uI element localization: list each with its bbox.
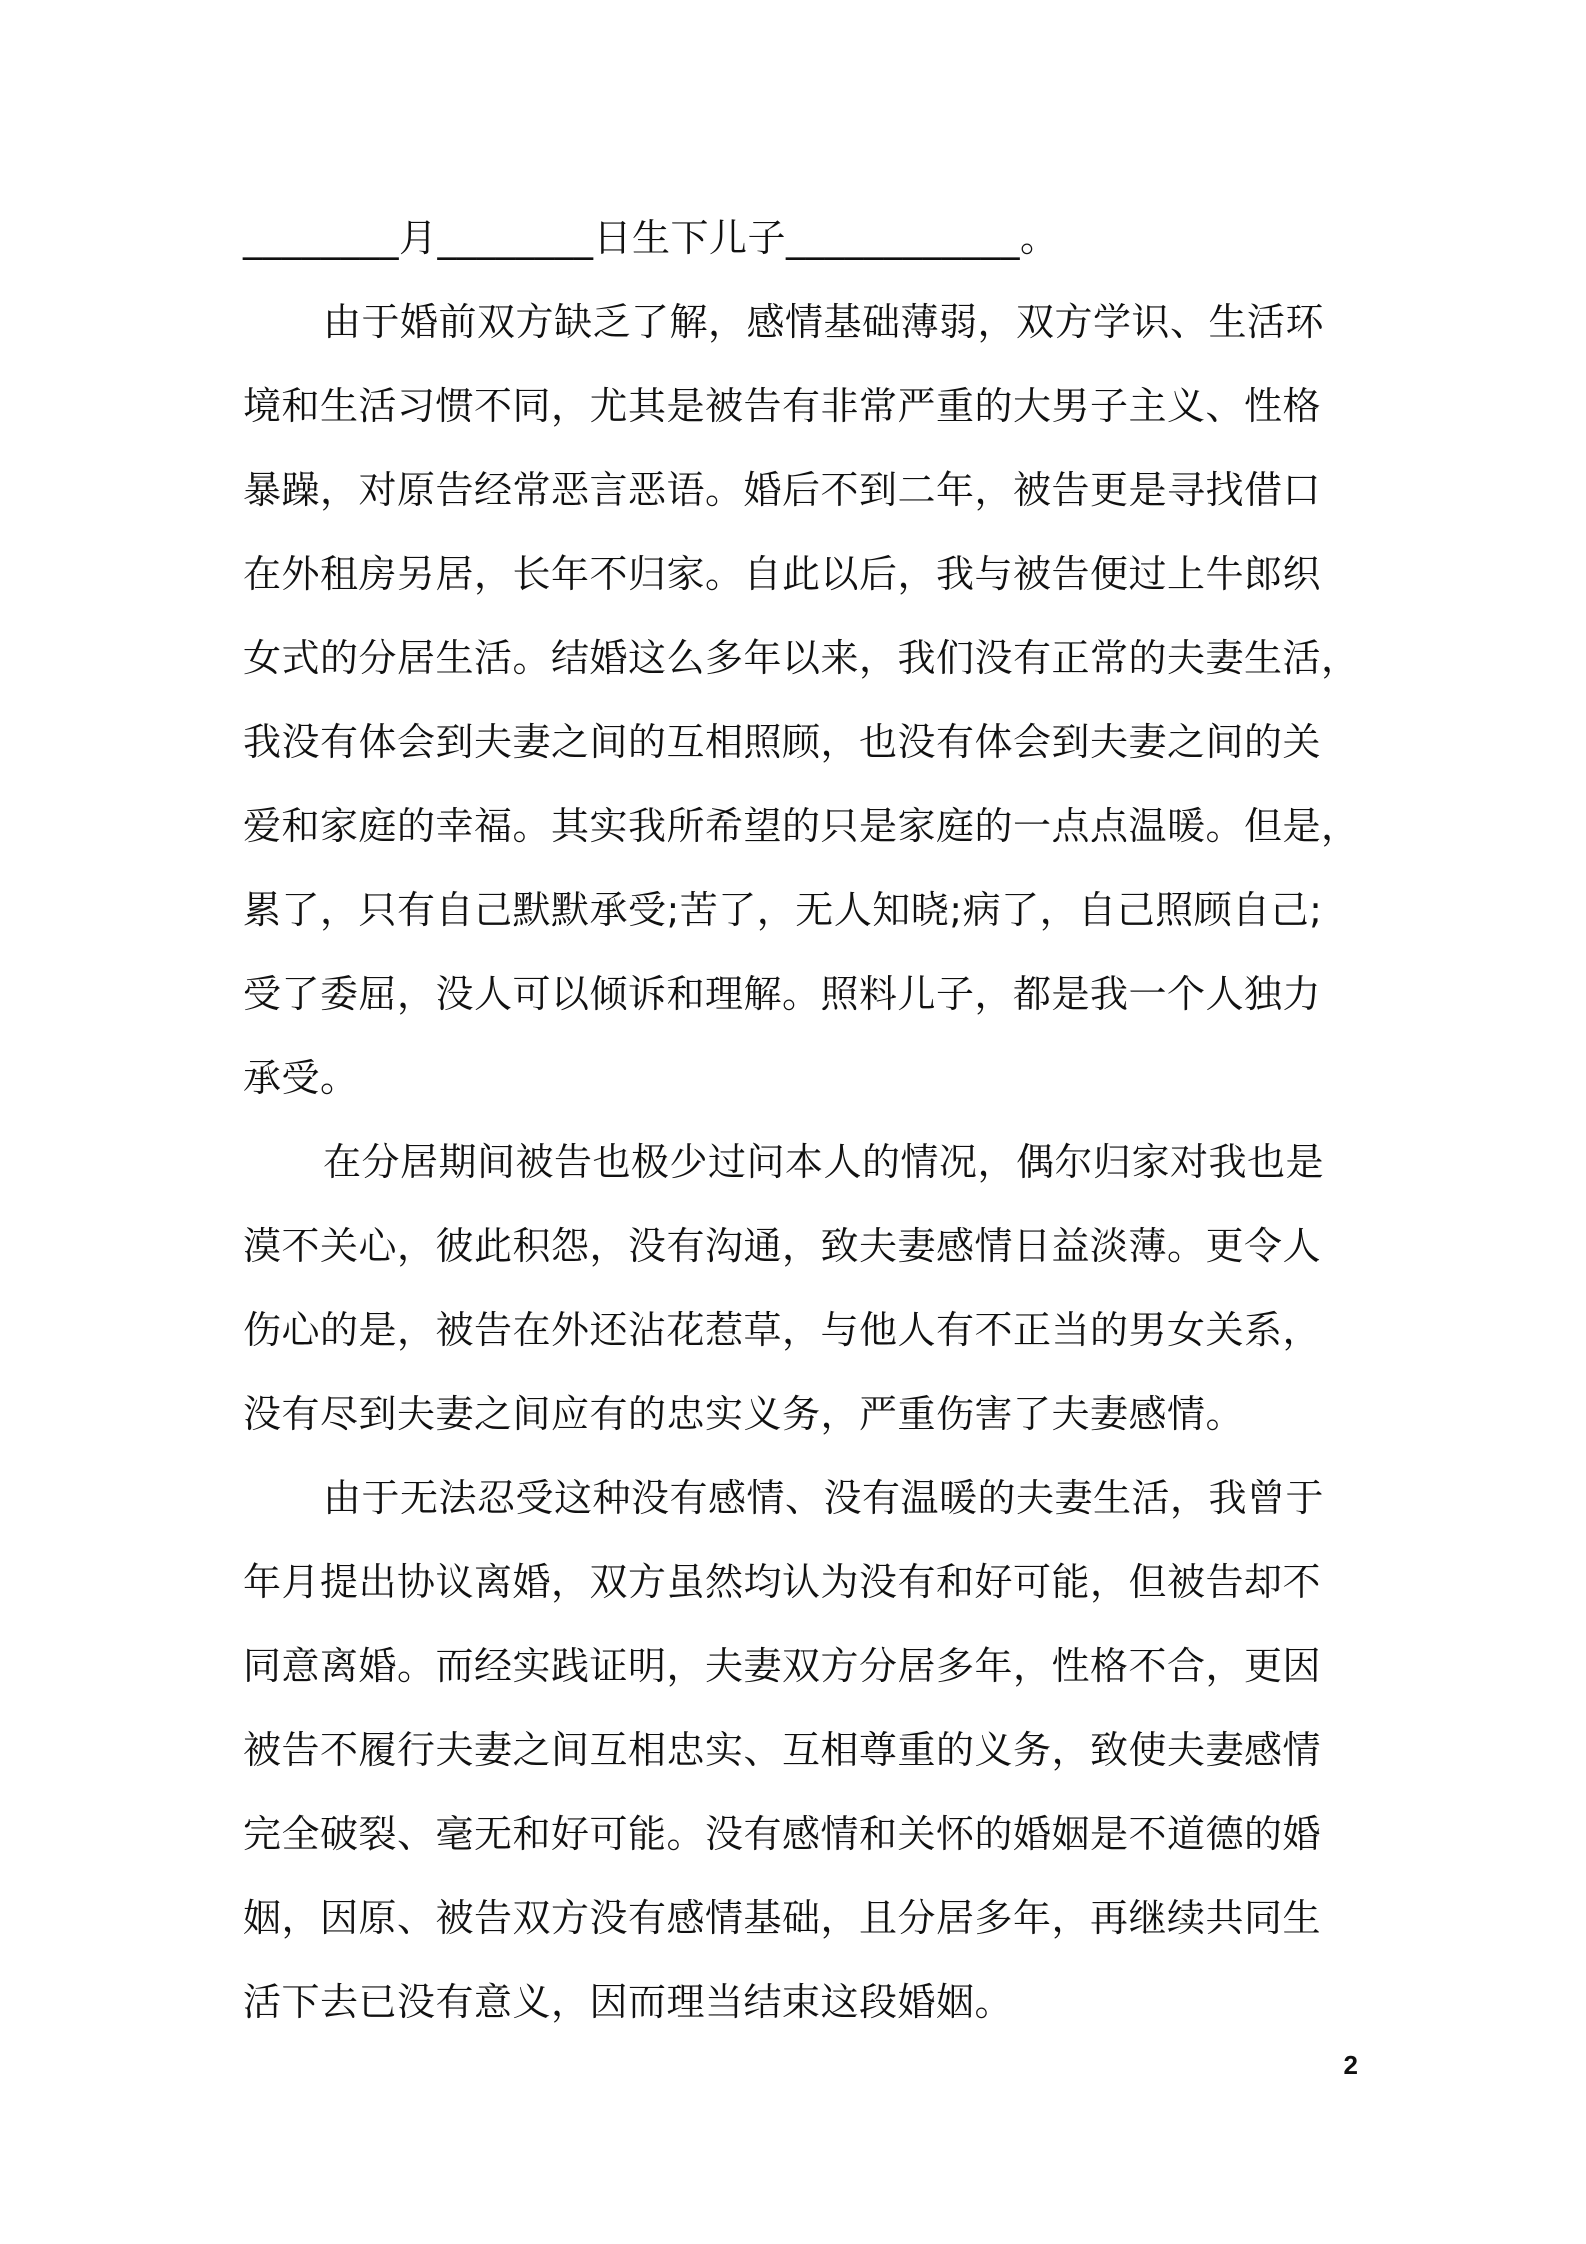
text-line: 被告不履行夫妻之间互相忠实、互相尊重的义务，致使夫妻感情 bbox=[243, 1728, 1322, 1772]
text-line: 完全破裂、毫无和好可能。没有感情和关怀的婚姻是不道德的婚 bbox=[243, 1812, 1322, 1856]
text-line: 承受。 bbox=[243, 1056, 359, 1100]
text-line: ________月________日生下儿子____________。 bbox=[243, 216, 1059, 260]
text-line: 暴躁，对原告经常恶言恶语。婚后不到二年，被告更是寻找借口 bbox=[243, 468, 1322, 512]
text-line: 在分居期间被告也极少过问本人的情况，偶尔归家对我也是 bbox=[323, 1140, 1325, 1184]
text-line: 漠不关心，彼此积怨，没有沟通，致夫妻感情日益淡薄。更令人 bbox=[243, 1224, 1322, 1268]
text-line: 累了，只有自己默默承受;苦了，无人知晓;病了，自己照顾自己; bbox=[243, 888, 1323, 932]
text-line: 由于婚前双方缺乏了解，感情基础薄弱，双方学识、生活环 bbox=[323, 300, 1325, 344]
text-line: 受了委屈，没人可以倾诉和理解。照料儿子，都是我一个人独力 bbox=[243, 972, 1322, 1016]
text-line: 姻，因原、被告双方没有感情基础，且分居多年，再继续共同生 bbox=[243, 1896, 1322, 1940]
text-line: 活下去已没有意义，因而理当结束这段婚姻。 bbox=[243, 1980, 1014, 2024]
text-line: 我没有体会到夫妻之间的互相照顾，也没有体会到夫妻之间的关 bbox=[243, 720, 1322, 764]
text-line: 女式的分居生活。结婚这么多年以来，我们没有正常的夫妻生活， bbox=[243, 636, 1360, 680]
text-line: 没有尽到夫妻之间应有的忠实义务，严重伤害了夫妻感情。 bbox=[243, 1392, 1245, 1436]
text-line: 在外租房另居，长年不归家。自此以后，我与被告便过上牛郎织 bbox=[243, 552, 1322, 596]
text-line: 伤心的是，被告在外还沾花惹草，与他人有不正当的男女关系， bbox=[243, 1308, 1322, 1352]
text-line: 爱和家庭的幸福。其实我所希望的只是家庭的一点点温暖。但是， bbox=[243, 804, 1360, 848]
text-line: 同意离婚。而经实践证明，夫妻双方分居多年，性格不合，更因 bbox=[243, 1644, 1322, 1688]
page-number: 2 bbox=[1343, 2050, 1358, 2080]
text-line: 由于无法忍受这种没有感情、没有温暖的夫妻生活，我曾于 bbox=[323, 1476, 1325, 1520]
document-body bbox=[243, 196, 1360, 2044]
text-line: 年月提出协议离婚，双方虽然均认为没有和好可能，但被告却不 bbox=[243, 1560, 1322, 1604]
text-line: 境和生活习惯不同，尤其是被告有非常严重的大男子主义、性格 bbox=[243, 384, 1322, 428]
